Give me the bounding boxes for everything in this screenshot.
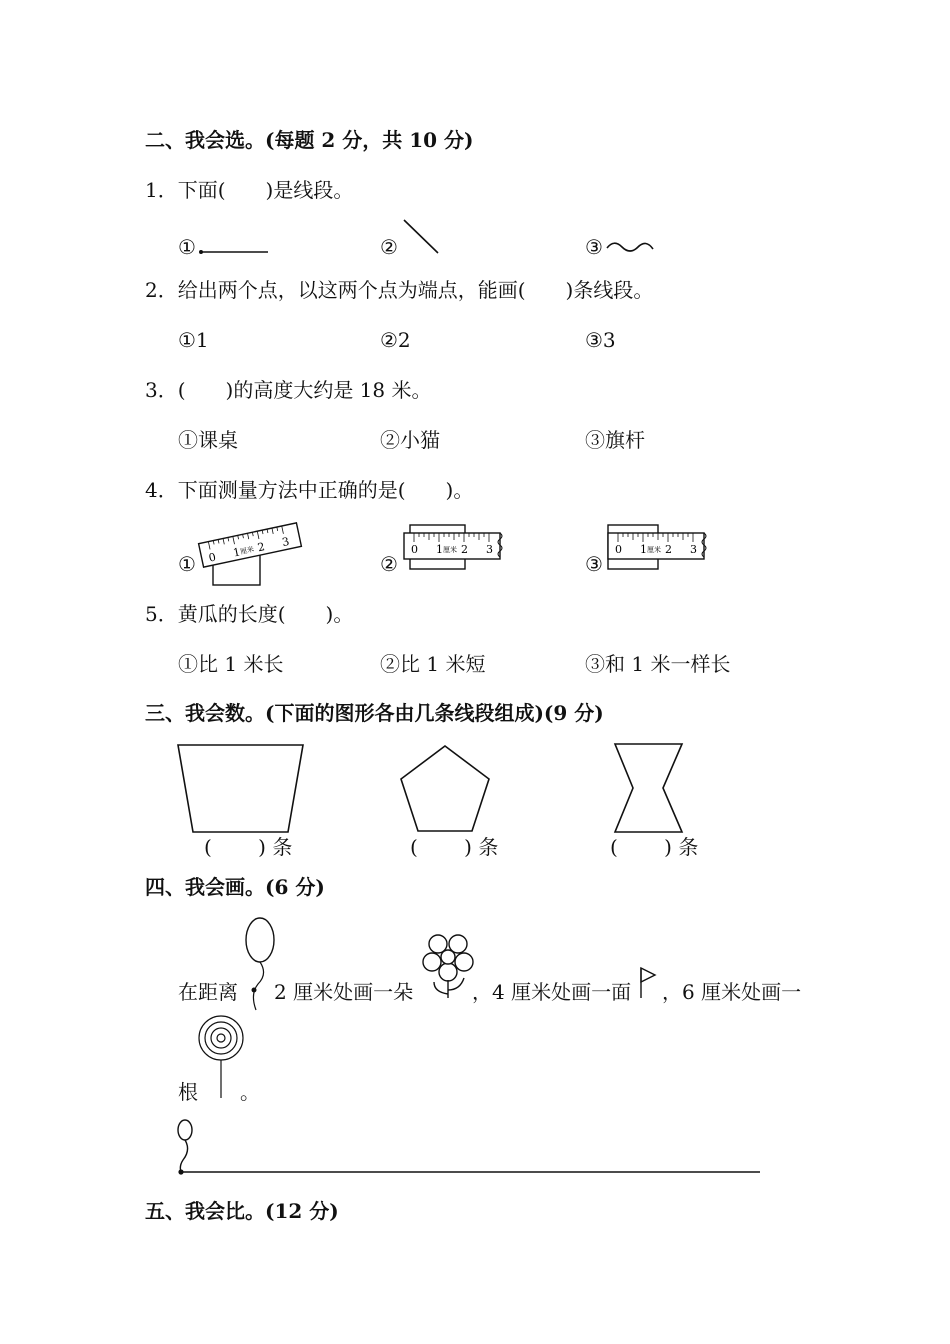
- q1-curve-figure: [607, 243, 653, 251]
- pentagon-shape: [401, 746, 489, 831]
- section4-illustrations: [0, 910, 950, 1190]
- section2-heading: 二、我会选。(每题 2 分，共 10 分): [145, 128, 474, 152]
- q3-opt-1: ①课桌: [178, 428, 238, 452]
- balloon-icon: [246, 918, 274, 1010]
- section3-shapes: [0, 740, 950, 840]
- q4-ruler-tilted: [199, 523, 302, 585]
- draw-instruction-b: 2 厘米处画一朵: [274, 980, 414, 1004]
- section3-heading: 三、我会数。(下面的图形各由几条线段组成)(9 分): [145, 701, 604, 725]
- q1-segment-figure: [199, 250, 268, 254]
- q4-stem: 4．下面测量方法中正确的是( )。: [145, 478, 474, 502]
- draw-instruction-d: ，6 厘米处画一: [662, 980, 802, 1004]
- q1-figures: [0, 215, 950, 255]
- flower-icon: [423, 935, 473, 998]
- draw-instruction-f: 。: [240, 1080, 260, 1104]
- q1-opt-2: ②: [380, 235, 398, 259]
- q5-opt-3: ③和 1 米一样长: [585, 652, 731, 676]
- svg-text:3: 3: [690, 543, 697, 556]
- shape1-blank: ( ) 条: [204, 835, 293, 859]
- q3-opt-3: ③旗杆: [585, 428, 645, 452]
- q1-stem: 1．下面( )是线段。: [145, 178, 354, 202]
- draw-instruction-a: 在距离: [178, 980, 238, 1004]
- svg-text:0: 0: [615, 543, 622, 556]
- svg-text:2: 2: [665, 543, 672, 556]
- trapezoid-shape: [178, 745, 303, 832]
- shape2-blank: ( ) 条: [410, 835, 499, 859]
- q4-opt-1: ①: [178, 552, 196, 576]
- q2-opt-2: ②2: [380, 328, 411, 352]
- svg-text:0: 0: [207, 550, 218, 565]
- svg-text:1: 1: [640, 543, 647, 556]
- svg-text:厘米: 厘米: [443, 546, 457, 554]
- svg-text:1: 1: [436, 543, 443, 556]
- svg-text:厘米: 厘米: [239, 545, 255, 557]
- svg-text:2: 2: [461, 543, 468, 556]
- flag-icon: [641, 968, 655, 998]
- q4-ruler-aligned: [404, 525, 502, 569]
- svg-text:3: 3: [486, 543, 493, 556]
- q3-stem: 3．( )的高度大约是 18 米。: [145, 378, 432, 402]
- hourglass-shape: [615, 744, 682, 832]
- measure-start-point: [178, 1169, 183, 1174]
- q5-stem: 5．黄瓜的长度( )。: [145, 602, 354, 626]
- measure-line: [178, 1120, 760, 1172]
- svg-text:3: 3: [280, 534, 291, 550]
- q5-opt-2: ②比 1 米短: [380, 652, 486, 676]
- q2-opt-3: ③3: [585, 328, 616, 352]
- section5-heading: 五、我会比。(12 分): [145, 1199, 339, 1223]
- draw-instruction-e: 根: [178, 1080, 198, 1104]
- q2-opt-1: ①1: [178, 328, 209, 352]
- q4-ruler-offset: [608, 525, 706, 569]
- q1-diagonal-figure: [404, 220, 438, 253]
- q3-opt-2: ②小猫: [380, 428, 440, 452]
- q4-opt-3: ③: [585, 552, 603, 576]
- svg-text:1: 1: [231, 545, 242, 560]
- q1-opt-1: ①: [178, 235, 196, 259]
- draw-instruction-c: ，4 厘米处画一面: [472, 980, 632, 1004]
- section4-heading: 四、我会画。(6 分): [145, 875, 325, 899]
- q1-opt-3: ③: [585, 235, 603, 259]
- q4-opt-2: ②: [380, 552, 398, 576]
- q2-stem: 2．给出两个点，以这两个点为端点，能画( )条线段。: [145, 278, 654, 302]
- svg-text:0: 0: [411, 543, 418, 556]
- q5-opt-1: ①比 1 米长: [178, 652, 284, 676]
- svg-text:厘米: 厘米: [647, 546, 661, 554]
- q4-ruler-figures: [0, 515, 950, 585]
- shape3-blank: ( ) 条: [610, 835, 699, 859]
- svg-text:2: 2: [256, 540, 266, 555]
- lollipop-icon: [199, 1016, 243, 1098]
